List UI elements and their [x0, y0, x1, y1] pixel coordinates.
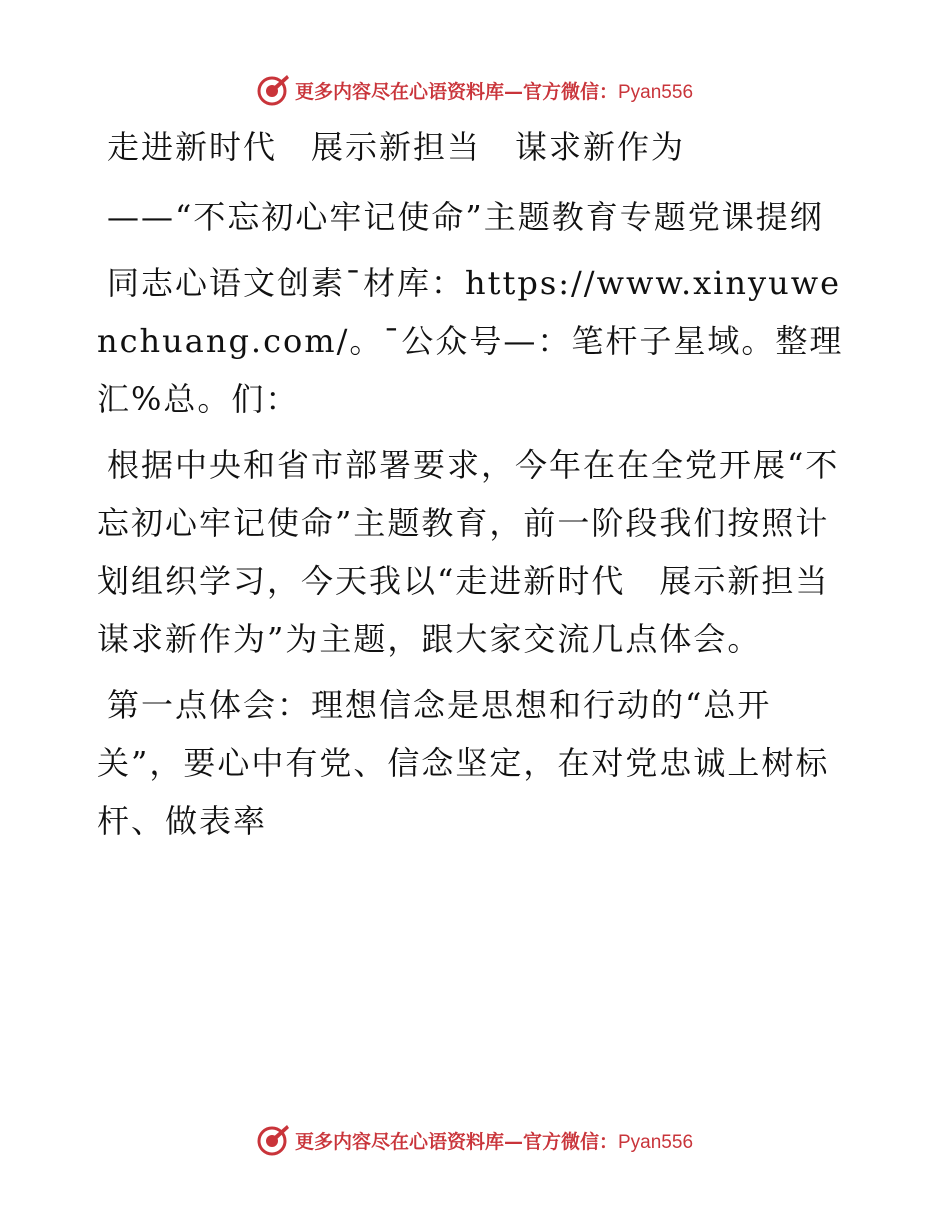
- body-paragraph-2: 第一点体会：理想信念是思想和行动的“总开关”，要心中有党、信念坚定，在对党忠诚上树标杆、做表率: [97, 686, 830, 840]
- watermark-wechat-id: Pyan556: [618, 81, 694, 103]
- brand-logo-icon: [257, 1123, 291, 1157]
- watermark-wechat-id: Pyan556: [618, 1131, 694, 1153]
- watermark-header: [0, 70, 950, 110]
- watermark-footer: [0, 1120, 950, 1160]
- body-paragraph-1: 根据中央和省市部署要求，今年在在全党开展“不忘初心牢记使命”主题教育，前一阶段我们按照计划组织学习，今天我以“走进新时代 展示新担当 谋求新作为”为主题，跟大家交流几点体会。: [97, 446, 864, 658]
- watermark-text: 更多内容尽在心语资料库—官方微信：Pyan556: [294, 80, 694, 103]
- brand-logo-icon: [257, 73, 291, 107]
- source-line: 同志心语文创素¯材库：https://www.xinyuwenchuang.com/。¯公众号—：笔杆子星域。整理汇%总。们：: [97, 264, 844, 418]
- document-subtitle: ——“不忘初心牢记使命”主题教育专题党课提纲: [107, 198, 824, 236]
- document-title: 走进新时代 展示新担当 谋求新作为: [107, 128, 686, 166]
- watermark-text: 更多内容尽在心语资料库—官方微信：Pyan556: [294, 1130, 694, 1153]
- document-body: [97, 118, 864, 858]
